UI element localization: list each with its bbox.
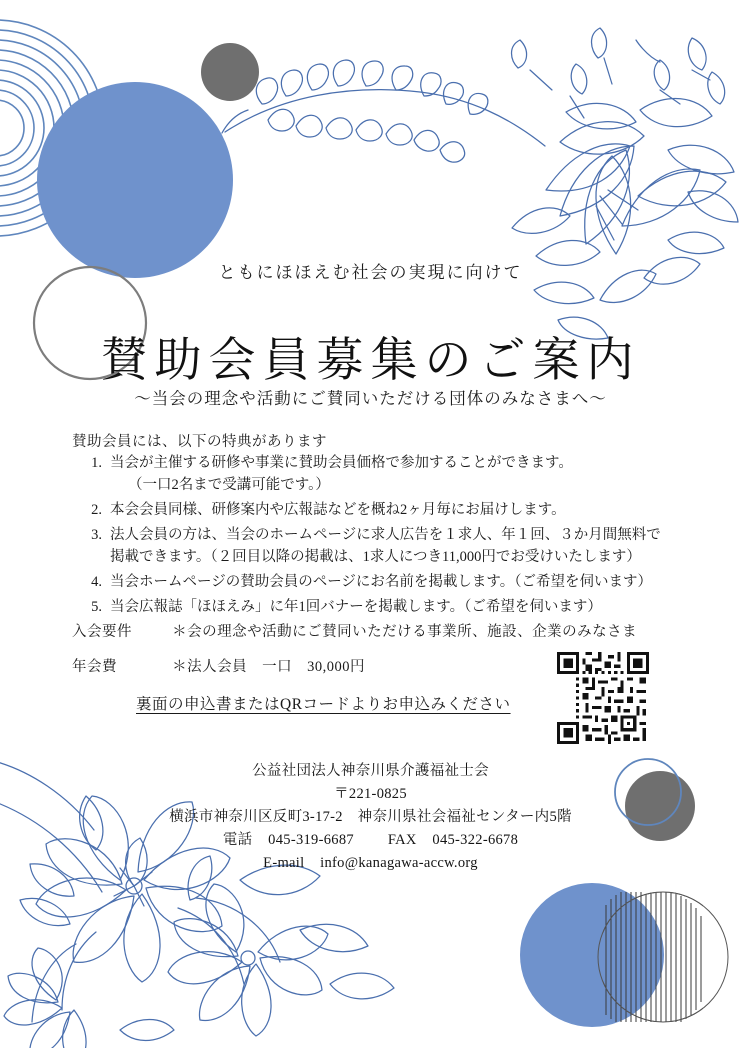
list-item-subtext: （一口2名まで受講可能です。） [128,477,330,494]
list-item-number: 2. [91,502,102,519]
blue-disc-top [37,82,233,278]
list-item [76,596,676,618]
email-line [0,852,741,875]
list-item-number: 5. [91,599,102,616]
annual-fee-label: 年会費 [72,659,117,675]
list-item [76,524,676,568]
phone-label: 電話 [222,831,253,848]
phone-number: 045-319-6687 [268,831,354,848]
page-title: 賛助会員募集のご案内 [100,335,641,388]
subtitle: ～当会の理念や活動にご賛同いただける団体のみなさまへ～ [134,389,607,408]
list-item [76,452,676,496]
list-item-text: 当会が主催する研修や事業に賛助会員価格で参加することができます。 [110,455,573,471]
tagline: ともにほほえむ社会の実現に向けて [218,263,523,282]
list-item-text: 当会広報誌「ほほえみ」に年1回バナーを掲載します。（ご希望を伺います） [110,599,602,616]
benefits-list [76,452,676,621]
list-item-number: 1. [91,455,102,471]
application-instruction: 裏面の申込書またはQRコードよりお申込みください [136,696,511,713]
list-item-text: 法人会員の方は、当会のホームページに求人広告を１求人、年１回、３か月間無料で [110,527,661,544]
list-item [76,499,676,521]
list-item-number: 4. [91,574,102,591]
membership-requirements-label: 入会要件 [72,624,132,640]
organization-name: 公益社団法人神奈川県介護福祉士会 [252,763,489,779]
street-address: 横浜市神奈川区反町3-17-2 神奈川県社会福祉センター内5階 [169,808,572,825]
floral-top-right [222,28,738,339]
annual-fee-value: ＊法人会員 一口 30,000円 [172,659,365,675]
email-address: info@kanagawa-accw.org [320,854,478,871]
list-item-continuation: 掲載できます。（２回目以降の掲載は、1求人につき11,000円でお受けいたします） [110,549,641,566]
list-item [76,571,676,593]
list-item-text: 当会ホームページの賛助会員のページにお名前を掲載します。（ご希望を伺います） [110,574,653,591]
gray-disc-top [201,43,259,101]
phone-line [0,829,741,852]
list-item-number: 3. [91,527,102,544]
qr-code[interactable] [557,652,649,744]
membership-requirements-value: ＊会の理念や活動にご賛同いただける事業所、施設、企業のみなさま [172,624,638,640]
blue-disc-bottom [520,883,664,1027]
annual-fee [72,655,365,676]
fax-number: 045-322-6678 [432,831,519,848]
postal-code: 〒221-0825 [334,785,407,802]
fax-label: FAX [387,831,417,848]
list-item-text: 本会会員同様、研修案内や広報誌などを概ね2ヶ月毎にお届けします。 [110,502,566,519]
contact-block [0,760,741,875]
benefits-intro: 賛助会員には、以下の特典があります [72,434,327,450]
email-label: E-mail [263,854,305,871]
membership-requirements [72,620,637,641]
